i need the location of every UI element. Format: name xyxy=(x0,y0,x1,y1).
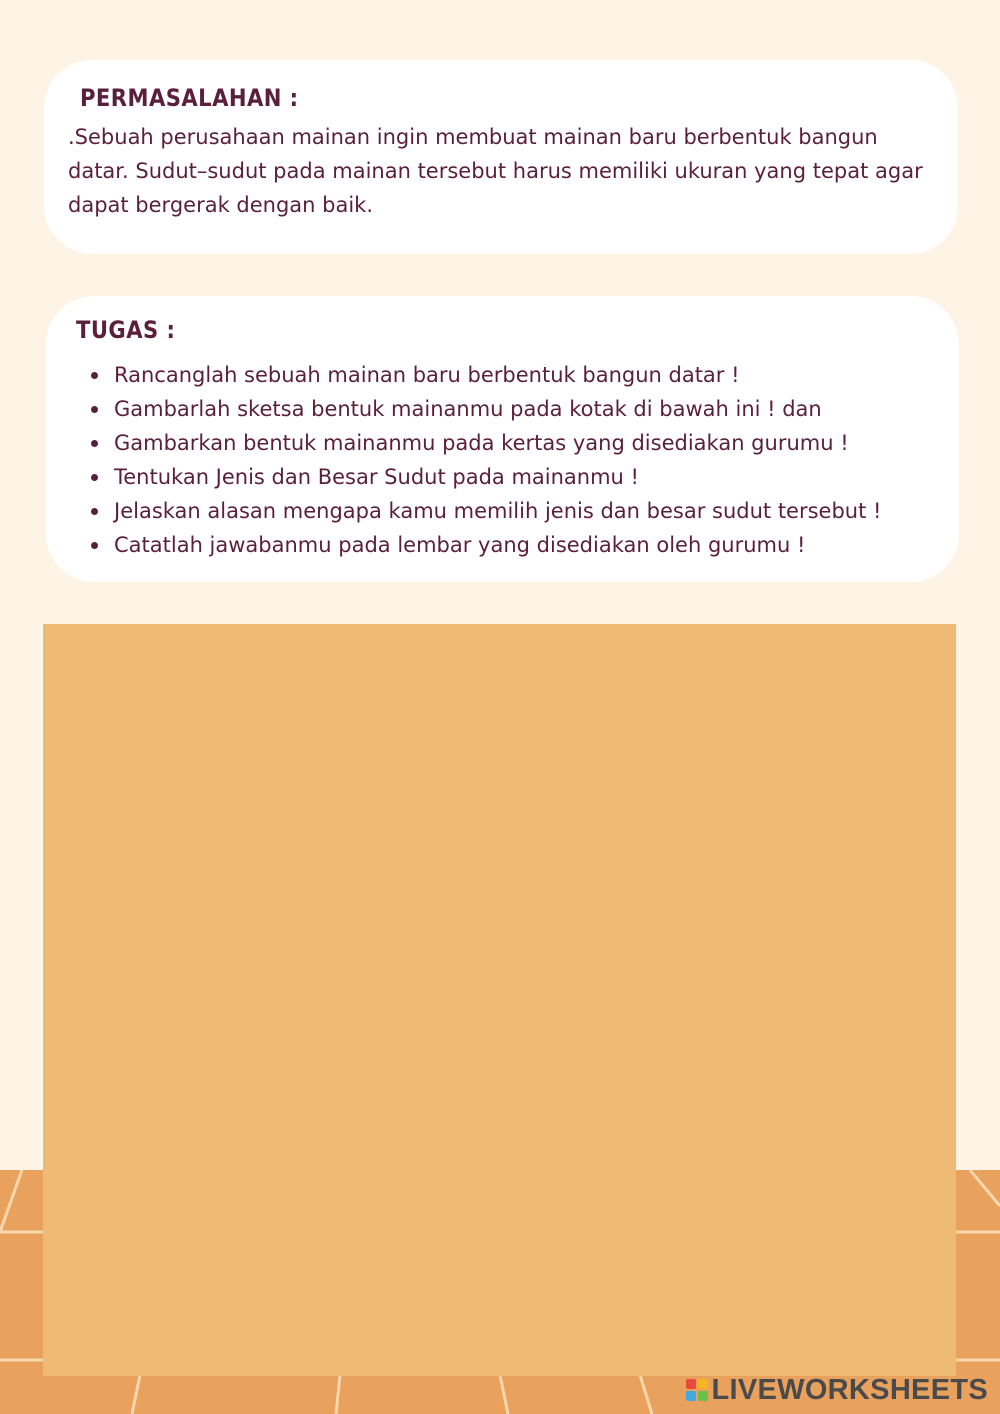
task-item: Rancanglah sebuah mainan baru berbentuk bangun datar ! xyxy=(114,358,929,392)
logo-square-green xyxy=(698,1391,708,1401)
liveworksheets-logo-text: LIVEWORKSHEETS xyxy=(711,1373,988,1406)
problem-text: .Sebuah perusahaan mainan ingin membuat mainan baru berbentuk bangun datar. Sudut–sudut pada mainan tersebut harus memiliki ukuran yang tepat agar dapat bergerak dengan baik. xyxy=(68,125,923,217)
logo-square-blue xyxy=(686,1391,696,1401)
logo-square-red xyxy=(686,1379,696,1389)
task-card xyxy=(46,296,959,582)
task-heading: TUGAS : xyxy=(76,316,176,344)
sketch-drawing-area[interactable] xyxy=(43,624,956,1376)
task-item: Catatlah jawabanmu pada lembar yang disediakan oleh gurumu ! xyxy=(114,528,929,562)
logo-square-yellow xyxy=(698,1379,708,1389)
liveworksheets-logo-icon xyxy=(686,1379,708,1401)
task-item: Tentukan Jenis dan Besar Sudut pada mainanmu ! xyxy=(114,460,929,494)
task-item: Jelaskan alasan mengapa kamu memilih jenis dan besar sudut tersebut ! xyxy=(114,494,929,528)
task-list xyxy=(76,358,929,562)
task-item: Gambarlah sketsa bentuk mainanmu pada kotak di bawah ini ! dan xyxy=(114,392,929,426)
task-item: Gambarkan bentuk mainanmu pada kertas yang disediakan gurumu ! xyxy=(114,426,929,460)
problem-heading: PERMASALAHAN : xyxy=(80,84,299,112)
problem-card xyxy=(44,60,958,254)
liveworksheets-logo xyxy=(686,1372,989,1408)
